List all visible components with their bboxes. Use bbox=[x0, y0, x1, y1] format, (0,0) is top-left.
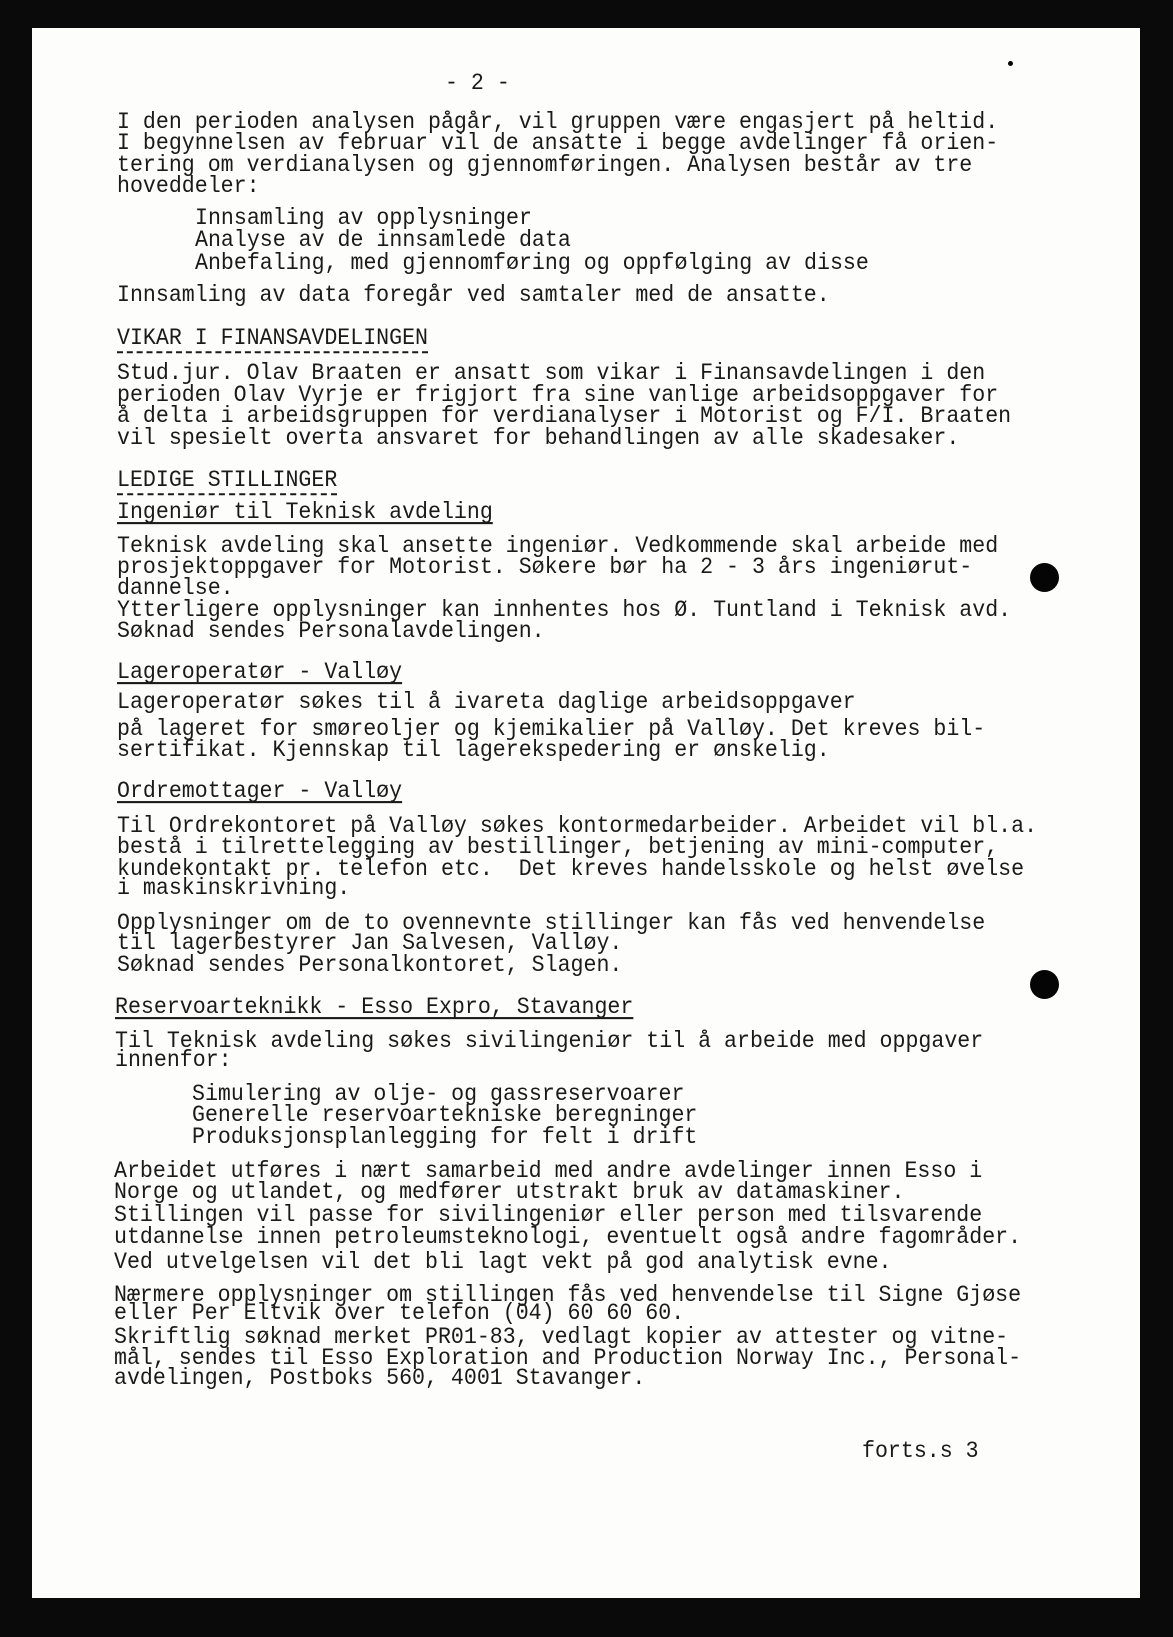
punch-hole-mark bbox=[1030, 563, 1059, 592]
job-heading-ingenior: Ingeniør til Teknisk avdeling bbox=[117, 500, 493, 526]
intro-closing: Innsamling av data foregår ved samtaler med de ansatte. bbox=[117, 283, 830, 309]
job-line: Søknad sendes Personalavdelingen. bbox=[117, 619, 545, 645]
vikar-line: Stud.jur. Olav Braaten er ansatt som vikar i Finansavdelingen i den bbox=[117, 361, 986, 387]
contact-line: Nærmere opplysninger om stillingen fås ved henvendelse til Signe Gjøse bbox=[114, 1283, 1022, 1309]
job-line: Lageroperatør søkes til å ivareta daglige arbeidsoppgaver bbox=[117, 690, 856, 716]
vikar-line: perioden Olav Vyrje er frigjort fra sine vanlige arbeidsoppgaver for bbox=[117, 383, 999, 409]
section-heading-ledige: LEDIGE STILLINGER bbox=[117, 468, 337, 495]
job-line: Til Ordrekontoret på Valløy søkes kontormedarbeider. Arbeidet vil bl.a. bbox=[117, 814, 1038, 840]
intro-list-item: Anbefaling, med gjennomføring og oppfølging av disse bbox=[195, 251, 869, 277]
job-line: dannelse. bbox=[117, 576, 234, 602]
job-line: i maskinskrivning. bbox=[117, 876, 351, 902]
contact-line: Skriftlig søknad merket PR01-83, vedlagt kopier av attester og vitne- bbox=[114, 1325, 1009, 1351]
job-line: Stillingen vil passe for sivilingeniør eller person med tilsvarende bbox=[114, 1203, 983, 1229]
section-heading-vikar: VIKAR I FINANSAVDELINGEN bbox=[117, 326, 428, 353]
page-number: - 2 - bbox=[445, 71, 510, 97]
intro-list-item: Innsamling av opplysninger bbox=[195, 206, 532, 232]
contact-line: eller Per Eltvik over telefon (04) 60 60 60. bbox=[114, 1301, 685, 1327]
job-heading-lager: Lageroperatør - Valløy bbox=[117, 660, 403, 686]
job-list-item: Generelle reservoartekniske beregninger bbox=[192, 1103, 698, 1129]
vikar-line: å delta i arbeidsgruppen for verdianalyser i Motorist og F/I. Braaten bbox=[117, 404, 1012, 430]
intro-line: hoveddeler: bbox=[117, 174, 260, 200]
job-info-line: til lagerbestyrer Jan Salvesen, Valløy. bbox=[117, 931, 623, 957]
job-line: Til Teknisk avdeling søkes sivilingeniør til å arbeide med oppgaver bbox=[115, 1029, 984, 1055]
speck-mark bbox=[1008, 61, 1013, 66]
intro-line: tering om verdianalysen og gjennomføringen. Analysen består av tre bbox=[117, 153, 973, 179]
job-line: prosjektoppgaver for Motorist. Søkere bør ha 2 - 3 års ingeniørut- bbox=[117, 555, 973, 581]
intro-line: I den perioden analysen pågår, vil gruppen være engasjert på heltid. bbox=[117, 110, 999, 136]
intro-line: I begynnelsen av februar vil de ansatte i begge avdelinger få orien- bbox=[117, 131, 999, 157]
punch-hole-mark bbox=[1030, 970, 1059, 999]
job-info-line: Opplysninger om de to ovennevnte stillinger kan fås ved henvendelse bbox=[117, 911, 986, 937]
job-line: Ved utvelgelsen vil det bli lagt vekt på god analytisk evne. bbox=[114, 1250, 892, 1276]
job-line: bestå i tilrettelegging av bestillinger, betjening av mini-computer, bbox=[117, 835, 999, 861]
continued-note: forts.s 3 bbox=[862, 1439, 979, 1465]
vikar-line: vil spesielt overta ansvaret for behandlingen av alle skadesaker. bbox=[117, 426, 960, 452]
job-heading-reservoar: Reservoarteknikk - Esso Expro, Stavanger bbox=[115, 995, 634, 1021]
job-line: innenfor: bbox=[115, 1048, 232, 1074]
job-list-item: Simulering av olje- og gassreservoarer bbox=[192, 1082, 685, 1108]
job-heading-ordre: Ordremottager - Valløy bbox=[117, 779, 403, 805]
job-line: Ytterligere opplysninger kan innhentes hos Ø. Tuntland i Teknisk avd. bbox=[117, 598, 1012, 624]
contact-line: avdelingen, Postboks 560, 4001 Stavanger. bbox=[114, 1366, 646, 1392]
job-list-item: Produksjonsplanlegging for felt i drift bbox=[192, 1125, 698, 1151]
job-line: utdannelse innen petroleumsteknologi, eventuelt også andre fagområder. bbox=[114, 1225, 1022, 1251]
job-line: Arbeidet utføres i nært samarbeid med andre avdelinger innen Esso i bbox=[114, 1159, 983, 1185]
job-line: kundekontakt pr. telefon etc. Det kreves handelsskole og helst øvelse bbox=[117, 857, 1025, 883]
job-line: på lageret for smøreoljer og kjemikalier på Valløy. Det kreves bil- bbox=[117, 717, 986, 743]
job-line: Teknisk avdeling skal ansette ingeniør. Vedkommende skal arbeide med bbox=[117, 534, 999, 560]
job-line: Norge og utlandet, og medfører utstrakt bruk av datamaskiner. bbox=[114, 1180, 905, 1206]
intro-list-item: Analyse av de innsamlede data bbox=[195, 228, 571, 254]
job-info-line: Søknad sendes Personalkontoret, Slagen. bbox=[117, 953, 623, 979]
contact-line: mål, sendes til Esso Exploration and Production Norway Inc., Personal- bbox=[114, 1346, 1022, 1372]
job-line: sertifikat. Kjennskap til lagerekspedering er ønskelig. bbox=[117, 738, 830, 764]
